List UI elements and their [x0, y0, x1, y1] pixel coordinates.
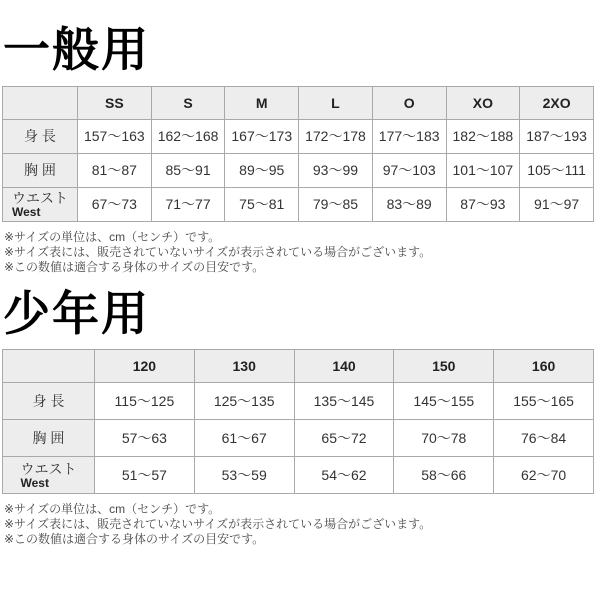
- table-header-row: [3, 350, 594, 383]
- size-cell: 187～193: [520, 119, 594, 153]
- size-cell: 125～135: [194, 383, 294, 420]
- size-cell: 62～70: [494, 457, 594, 494]
- note-line: ※サイズ表には、販売されていないサイズが表示されている場合がございます。: [4, 517, 432, 532]
- table-row-height: [3, 119, 594, 153]
- size-cell: 58～66: [394, 457, 494, 494]
- size-cell: 182～188: [446, 119, 520, 153]
- size-cell: 162～168: [151, 119, 225, 153]
- size-cell: 93～99: [299, 153, 373, 187]
- size-cell: 97～103: [372, 153, 446, 187]
- column-header-150: 150: [394, 350, 494, 383]
- row-header-waist-label: ウエスト: [12, 189, 68, 206]
- column-header-m: M: [225, 86, 299, 119]
- row-header-chest: 胸 囲: [3, 420, 95, 457]
- size-cell: 67～73: [78, 187, 152, 221]
- size-cell: 54～62: [294, 457, 394, 494]
- column-header-2xo: 2XO: [520, 86, 594, 119]
- size-cell: 101～107: [446, 153, 520, 187]
- row-header-waist-sublabel: West: [20, 475, 49, 490]
- row-header-height: 身 長: [3, 119, 78, 153]
- size-cell: 155～165: [494, 383, 594, 420]
- column-header-140: 140: [294, 350, 394, 383]
- table-row-chest: [3, 153, 594, 187]
- table-row-waist: [3, 457, 594, 494]
- size-cell: 87～93: [446, 187, 520, 221]
- column-header-s: S: [151, 86, 225, 119]
- column-header-ss: SS: [78, 86, 152, 119]
- size-cell: 105～111: [520, 153, 594, 187]
- size-cell: 83～89: [372, 187, 446, 221]
- corner-cell: [3, 86, 78, 119]
- row-header-waist: [3, 187, 78, 221]
- size-cell: 177～183: [372, 119, 446, 153]
- size-cell: 157～163: [78, 119, 152, 153]
- row-header-height: 身 長: [3, 383, 95, 420]
- size-cell: 89～95: [225, 153, 299, 187]
- size-cell: 79～85: [299, 187, 373, 221]
- column-header-xo: XO: [446, 86, 520, 119]
- table-row-chest: [3, 420, 594, 457]
- size-cell: 115～125: [95, 383, 195, 420]
- size-cell: 57～63: [95, 420, 195, 457]
- row-header-waist: [3, 457, 95, 494]
- section-title-youth: 少年用: [3, 286, 150, 340]
- column-header-120: 120: [95, 350, 195, 383]
- size-cell: 172～178: [299, 119, 373, 153]
- note-line: ※この数値は適合する身体のサイズの目安です。: [4, 532, 265, 547]
- size-cell: 75～81: [225, 187, 299, 221]
- size-cell: 91～97: [520, 187, 594, 221]
- note-line: ※サイズの単位は、cm（センチ）です。: [4, 502, 221, 517]
- column-header-130: 130: [194, 350, 294, 383]
- size-cell: 51～57: [95, 457, 195, 494]
- note-line: ※サイズ表には、販売されていないサイズが表示されている場合がございます。: [4, 244, 432, 259]
- general-notes: [4, 230, 600, 275]
- note-line: ※サイズの単位は、cm（センチ）です。: [4, 229, 221, 244]
- youth-size-table: [2, 349, 594, 494]
- row-header-chest: 胸 囲: [3, 153, 78, 187]
- youth-notes: [4, 502, 600, 547]
- size-cell: 53～59: [194, 457, 294, 494]
- section-title-general: 一般用: [3, 23, 150, 76]
- size-cell: 81～87: [78, 153, 152, 187]
- size-cell: 71～77: [151, 187, 225, 221]
- size-cell: 135～145: [294, 383, 394, 420]
- corner-cell: [3, 350, 95, 383]
- size-cell: 167～173: [225, 119, 299, 153]
- row-header-waist-label: ウエスト: [20, 460, 77, 477]
- table-header-row: [3, 86, 594, 119]
- size-cell: 76～84: [494, 420, 594, 457]
- size-cell: 70～78: [394, 420, 494, 457]
- note-line: ※この数値は適合する身体のサイズの目安です。: [4, 259, 265, 274]
- row-header-waist-sublabel: West: [12, 204, 41, 219]
- size-cell: 145～155: [394, 383, 494, 420]
- column-header-o: O: [372, 86, 446, 119]
- size-cell: 65～72: [294, 420, 394, 457]
- general-size-table: [2, 86, 594, 222]
- column-header-160: 160: [494, 350, 594, 383]
- column-header-l: L: [299, 86, 373, 119]
- size-cell: 61～67: [194, 420, 294, 457]
- size-cell: 85～91: [151, 153, 225, 187]
- table-row-height: [3, 383, 594, 420]
- table-row-waist: [3, 187, 594, 221]
